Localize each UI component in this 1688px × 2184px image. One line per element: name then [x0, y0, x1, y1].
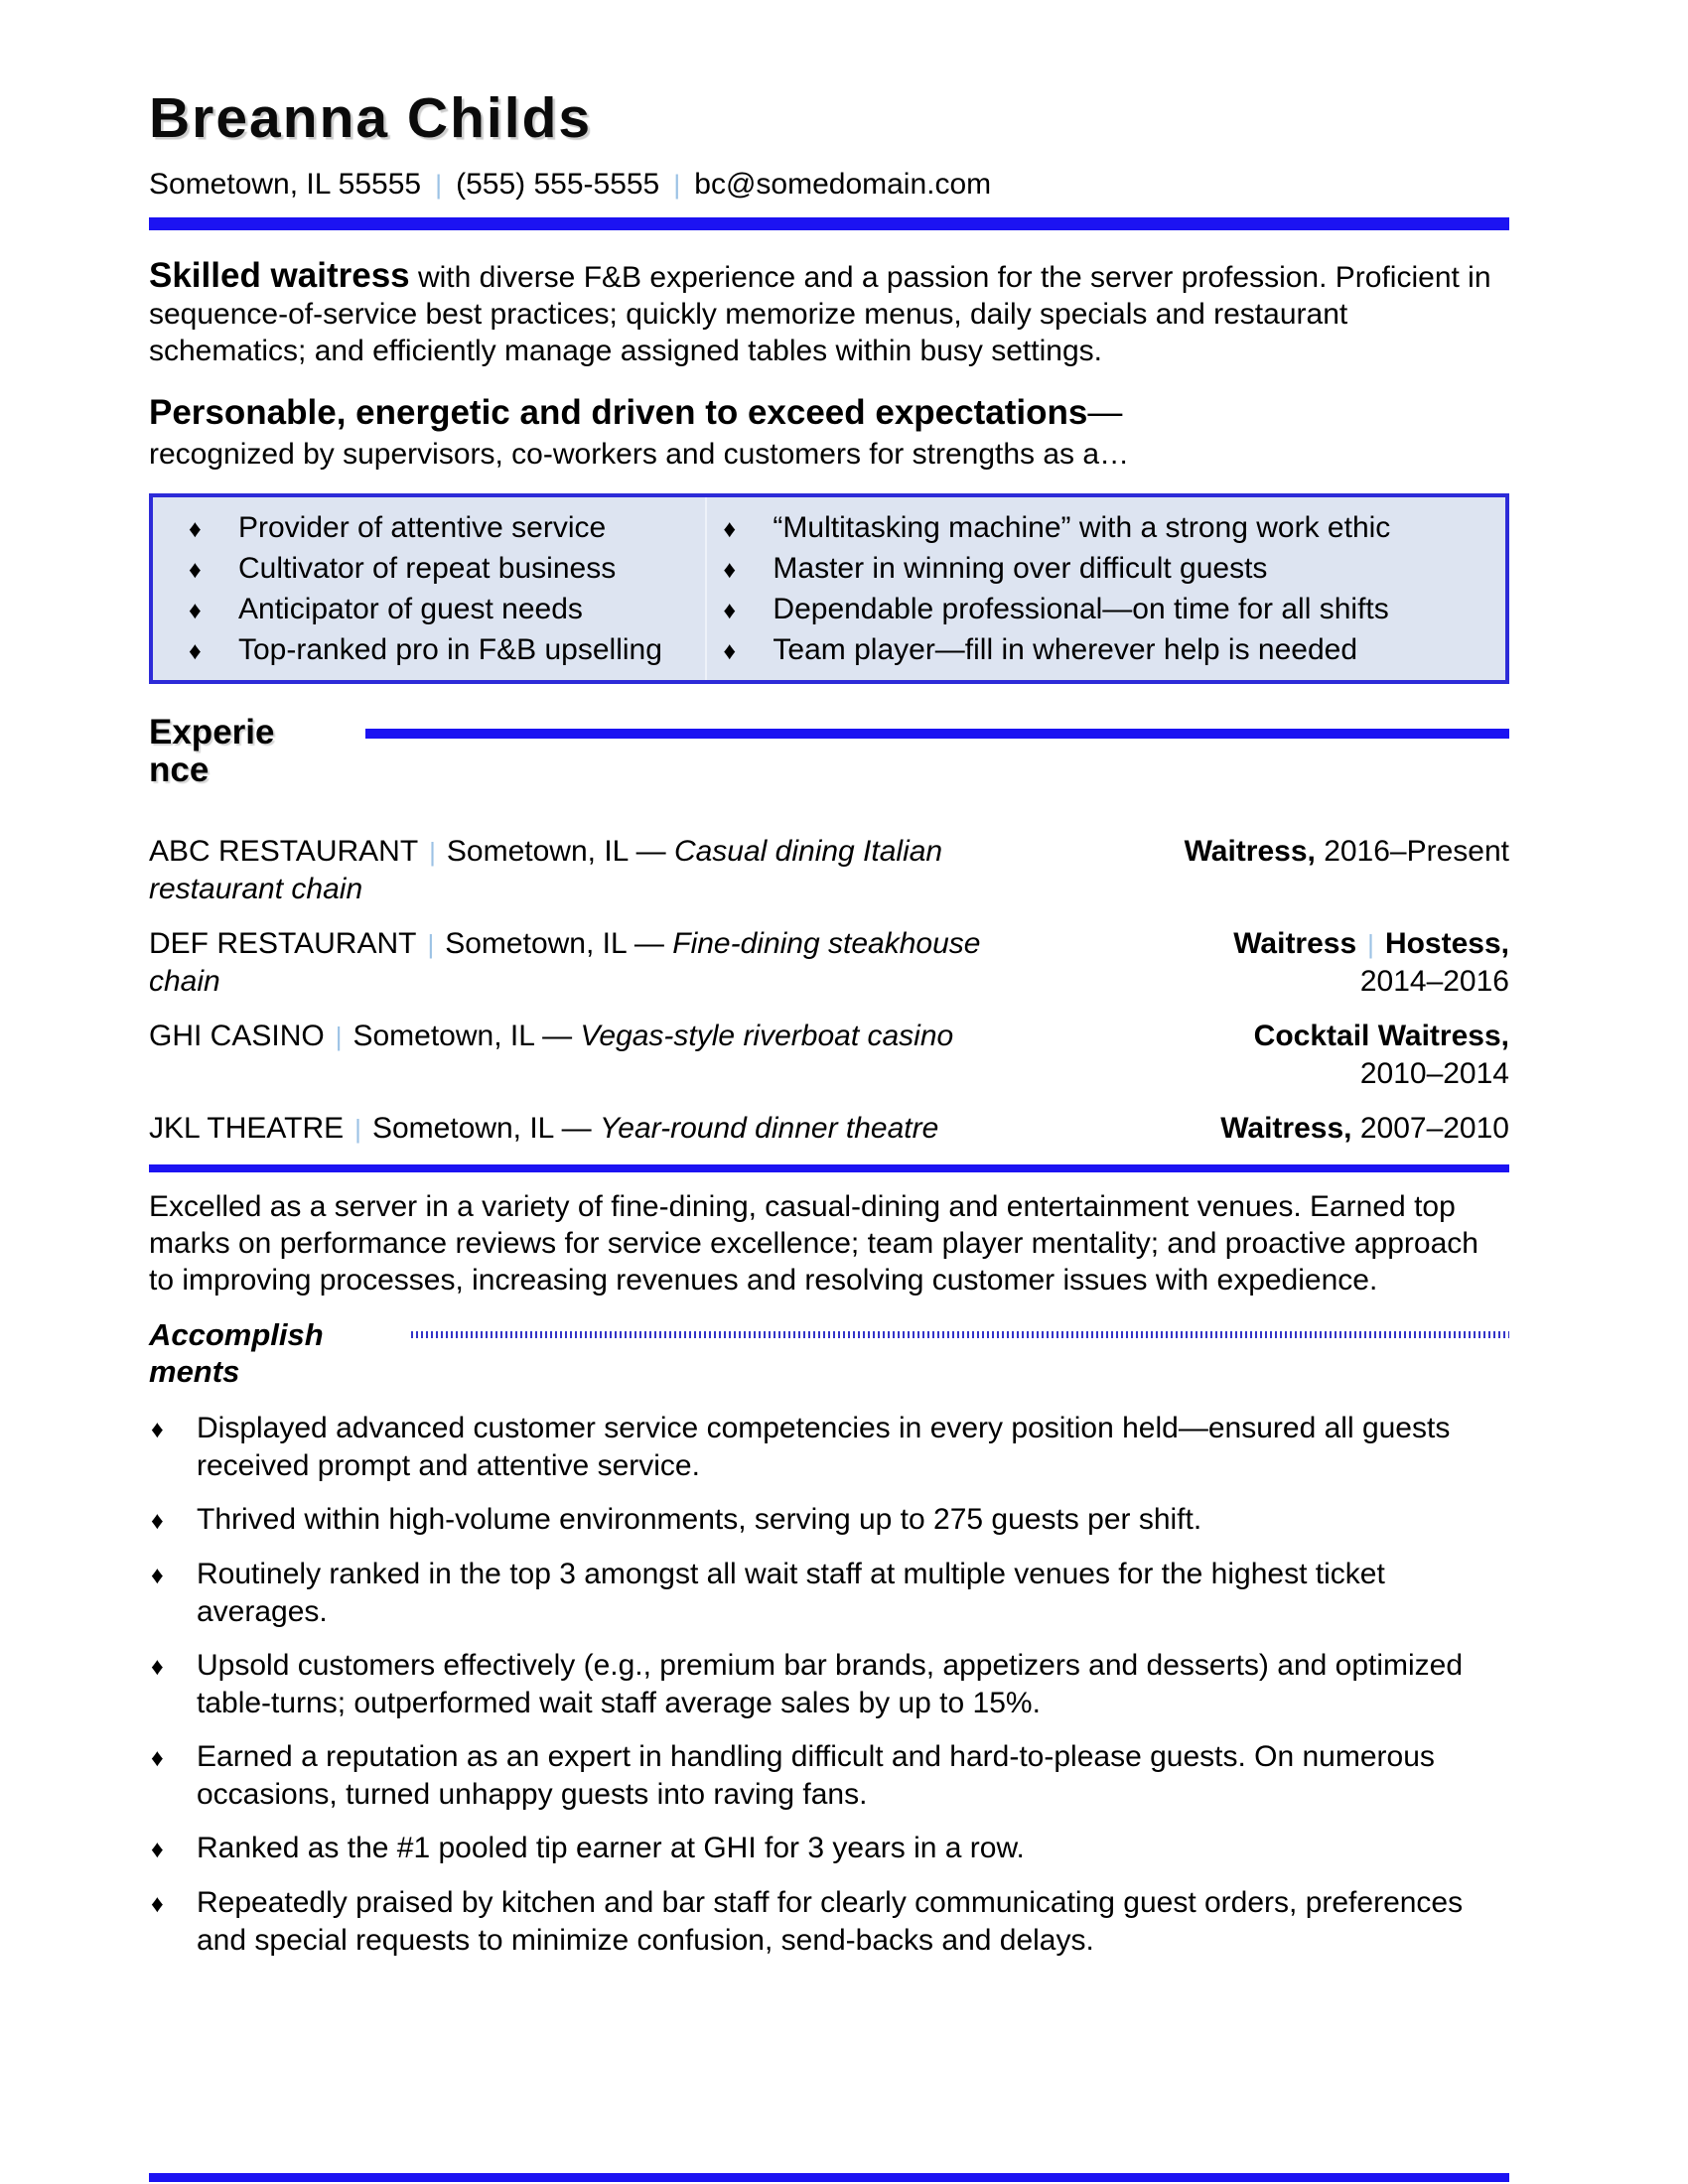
candidate-name: Breanna Childs: [149, 86, 593, 150]
diamond-bullet-icon: ♦: [151, 1744, 164, 1772]
summary-body: with diverse F&B experience and a passion for the server profession. Proficient in sequence-of-service best practices; quickly memorize menus, daily specials and restaurant schematics; and efficiently manage assigned tables within busy settings.: [149, 261, 1491, 367]
bottom-page-rule: [149, 2173, 1509, 2182]
company-location: Sometown, IL: [371, 1112, 554, 1145]
experience-entry: [149, 1018, 1509, 1093]
diamond-bullet-icon: ♦: [151, 1507, 164, 1535]
strength-item: [153, 630, 705, 671]
experience-heading: Experience: [149, 713, 275, 789]
company-name: ABC RESTAURANT: [149, 835, 419, 868]
accomplishment-label: Displayed advanced customer service competencies in every position held—ensured all guests received prompt and attentive service.: [197, 1412, 1451, 1482]
experience-section: [149, 714, 1509, 789]
job-dates: 2010–2014: [1359, 1057, 1509, 1090]
separator-icon: |: [435, 170, 443, 200]
tagline-heading: [149, 392, 1509, 433]
strength-label: Top-ranked pro in F&B upselling: [238, 633, 662, 666]
diamond-bullet-icon: ♦: [189, 556, 202, 584]
strengths-column-right: [707, 497, 1505, 680]
accomplishment-item: [149, 1556, 1509, 1631]
job-title: Waitress: [1233, 927, 1357, 960]
job-dates: 2016–Present: [1324, 835, 1509, 868]
diamond-bullet-icon: ♦: [189, 597, 202, 624]
diamond-bullet-icon: ♦: [151, 1416, 164, 1443]
company-name: DEF RESTAURANT: [149, 927, 417, 960]
summary-paragraph: [149, 257, 1509, 369]
company-location: Sometown, IL: [352, 1020, 534, 1052]
contact-phone: (555) 555-5555: [456, 168, 660, 201]
tagline-heading-text: Personable, energetic and driven to exceed expectations: [149, 393, 1088, 432]
separator-icon: |: [335, 1022, 343, 1051]
resume-content: [149, 0, 1509, 1976]
contact-location: Sometown, IL 55555: [149, 168, 422, 201]
strength-label: “Multitasking machine” with a strong work ethic: [773, 511, 1391, 544]
accomplishments-dotted-rule: [411, 1331, 1509, 1338]
diamond-bullet-icon: ♦: [151, 1890, 164, 1918]
company-description: Casual dining Italian restaurant chain: [149, 835, 943, 905]
strength-item: [153, 590, 705, 630]
diamond-bullet-icon: ♦: [189, 515, 202, 543]
strength-item: [707, 630, 1505, 671]
job-title: Waitress,: [1220, 1112, 1352, 1145]
company-description: Year-round dinner theatre: [599, 1112, 939, 1145]
diamond-bullet-icon: ♦: [723, 637, 737, 665]
diamond-bullet-icon: ♦: [189, 637, 202, 665]
accomplishments-section: [149, 1316, 1509, 1390]
diamond-bullet-icon: ♦: [151, 1653, 164, 1681]
strength-label: Anticipator of guest needs: [238, 593, 583, 625]
experience-summary: Excelled as a server in a variety of fine-dining, casual-dining and entertainment venues. Earned top marks on performance reviews for service excellence; team player mentality; and proactive approach to improving processes, increasing revenues and resolving customer issues with expedience.: [149, 1190, 1478, 1297]
accomplishment-label: Thrived within high-volume environments, serving up to 275 guests per shift.: [197, 1503, 1202, 1536]
diamond-bullet-icon: ♦: [723, 515, 737, 543]
accomplishment-label: Upsold customers effectively (e.g., premium bar brands, appetizers and desserts) and optimized table-turns; outperformed wait staff average sales by up to 15%.: [197, 1649, 1464, 1719]
company-name: JKL THEATRE: [149, 1112, 345, 1145]
strength-item: [153, 549, 705, 590]
job-dates: 2014–2016: [1359, 965, 1509, 998]
strength-label: Provider of attentive service: [238, 511, 607, 544]
strength-label: Team player—fill in wherever help is needed: [773, 633, 1358, 666]
strength-item: [707, 508, 1505, 549]
diamond-bullet-icon: ♦: [723, 556, 737, 584]
strength-item: [153, 508, 705, 549]
job-dates: 2007–2010: [1359, 1112, 1509, 1145]
accomplishment-item: [149, 1647, 1509, 1722]
strength-label: Master in winning over difficult guests: [773, 552, 1268, 585]
accomplishment-item: [149, 1830, 1509, 1868]
strength-label: Dependable professional—on time for all shifts: [773, 593, 1389, 625]
experience-entry: [149, 1110, 1509, 1148]
separator-icon: |: [427, 929, 435, 959]
em-dash: —: [633, 927, 664, 960]
contact-line: [149, 167, 1509, 203]
separator-icon: |: [1367, 929, 1374, 959]
separator-icon: |: [429, 837, 436, 867]
experience-divider-rule: [149, 1164, 1509, 1172]
strengths-box: [149, 493, 1509, 684]
company-location: Sometown, IL: [446, 835, 629, 868]
strengths-column-left: [153, 497, 707, 680]
company-location: Sometown, IL: [445, 927, 627, 960]
accomplishments-list: [149, 1410, 1509, 1960]
job-title: Cocktail Waitress,: [1253, 1020, 1509, 1052]
header-rule: [149, 217, 1509, 230]
job-title: Waitress,: [1184, 835, 1316, 868]
em-dash: —: [635, 835, 666, 868]
accomplishments-heading: Accomplishments: [149, 1317, 324, 1389]
em-dash: —: [1087, 393, 1123, 432]
diamond-bullet-icon: ♦: [151, 1836, 164, 1863]
diamond-bullet-icon: ♦: [723, 597, 737, 624]
accomplishment-label: Ranked as the #1 pooled tip earner at GHI for 3 years in a row.: [197, 1832, 1025, 1864]
strength-item: [707, 590, 1505, 630]
accomplishment-item: [149, 1501, 1509, 1540]
tagline-subtext: recognized by supervisors, co-workers and customers for strengths as a…: [149, 438, 1130, 471]
accomplishment-label: Repeatedly praised by kitchen and bar staff for clearly communicating guest orders, preferences and special requests to minimize confusion, send-backs and delays.: [197, 1886, 1464, 1957]
company-name: GHI CASINO: [149, 1020, 325, 1052]
experience-entry: [149, 833, 1509, 908]
strength-item: [707, 549, 1505, 590]
experience-entry: [149, 925, 1509, 1001]
summary-lead: Skilled waitress: [149, 256, 410, 295]
separator-icon: |: [354, 1114, 361, 1144]
em-dash: —: [542, 1020, 573, 1052]
job-title: Hostess,: [1384, 927, 1509, 960]
accomplishment-item: [149, 1738, 1509, 1814]
diamond-bullet-icon: ♦: [151, 1562, 164, 1589]
accomplishment-item: [149, 1410, 1509, 1485]
em-dash: —: [561, 1112, 592, 1145]
accomplishment-label: Routinely ranked in the top 3 amongst all wait staff at multiple venues for the highest ticket averages.: [197, 1558, 1385, 1628]
accomplishment-item: [149, 1884, 1509, 1960]
separator-icon: |: [673, 170, 681, 200]
company-description: Fine-dining steakhouse chain: [149, 927, 981, 998]
accomplishment-label: Earned a reputation as an expert in handling difficult and hard-to-please guests. On numerous occasions, turned unhappy guests into raving fans.: [197, 1740, 1435, 1811]
experience-entries: [149, 833, 1509, 1148]
experience-heading-rule: [365, 729, 1509, 739]
strength-label: Cultivator of repeat business: [238, 552, 617, 585]
company-description: Vegas-style riverboat casino: [580, 1020, 954, 1052]
contact-email: bc@somedomain.com: [694, 168, 992, 201]
